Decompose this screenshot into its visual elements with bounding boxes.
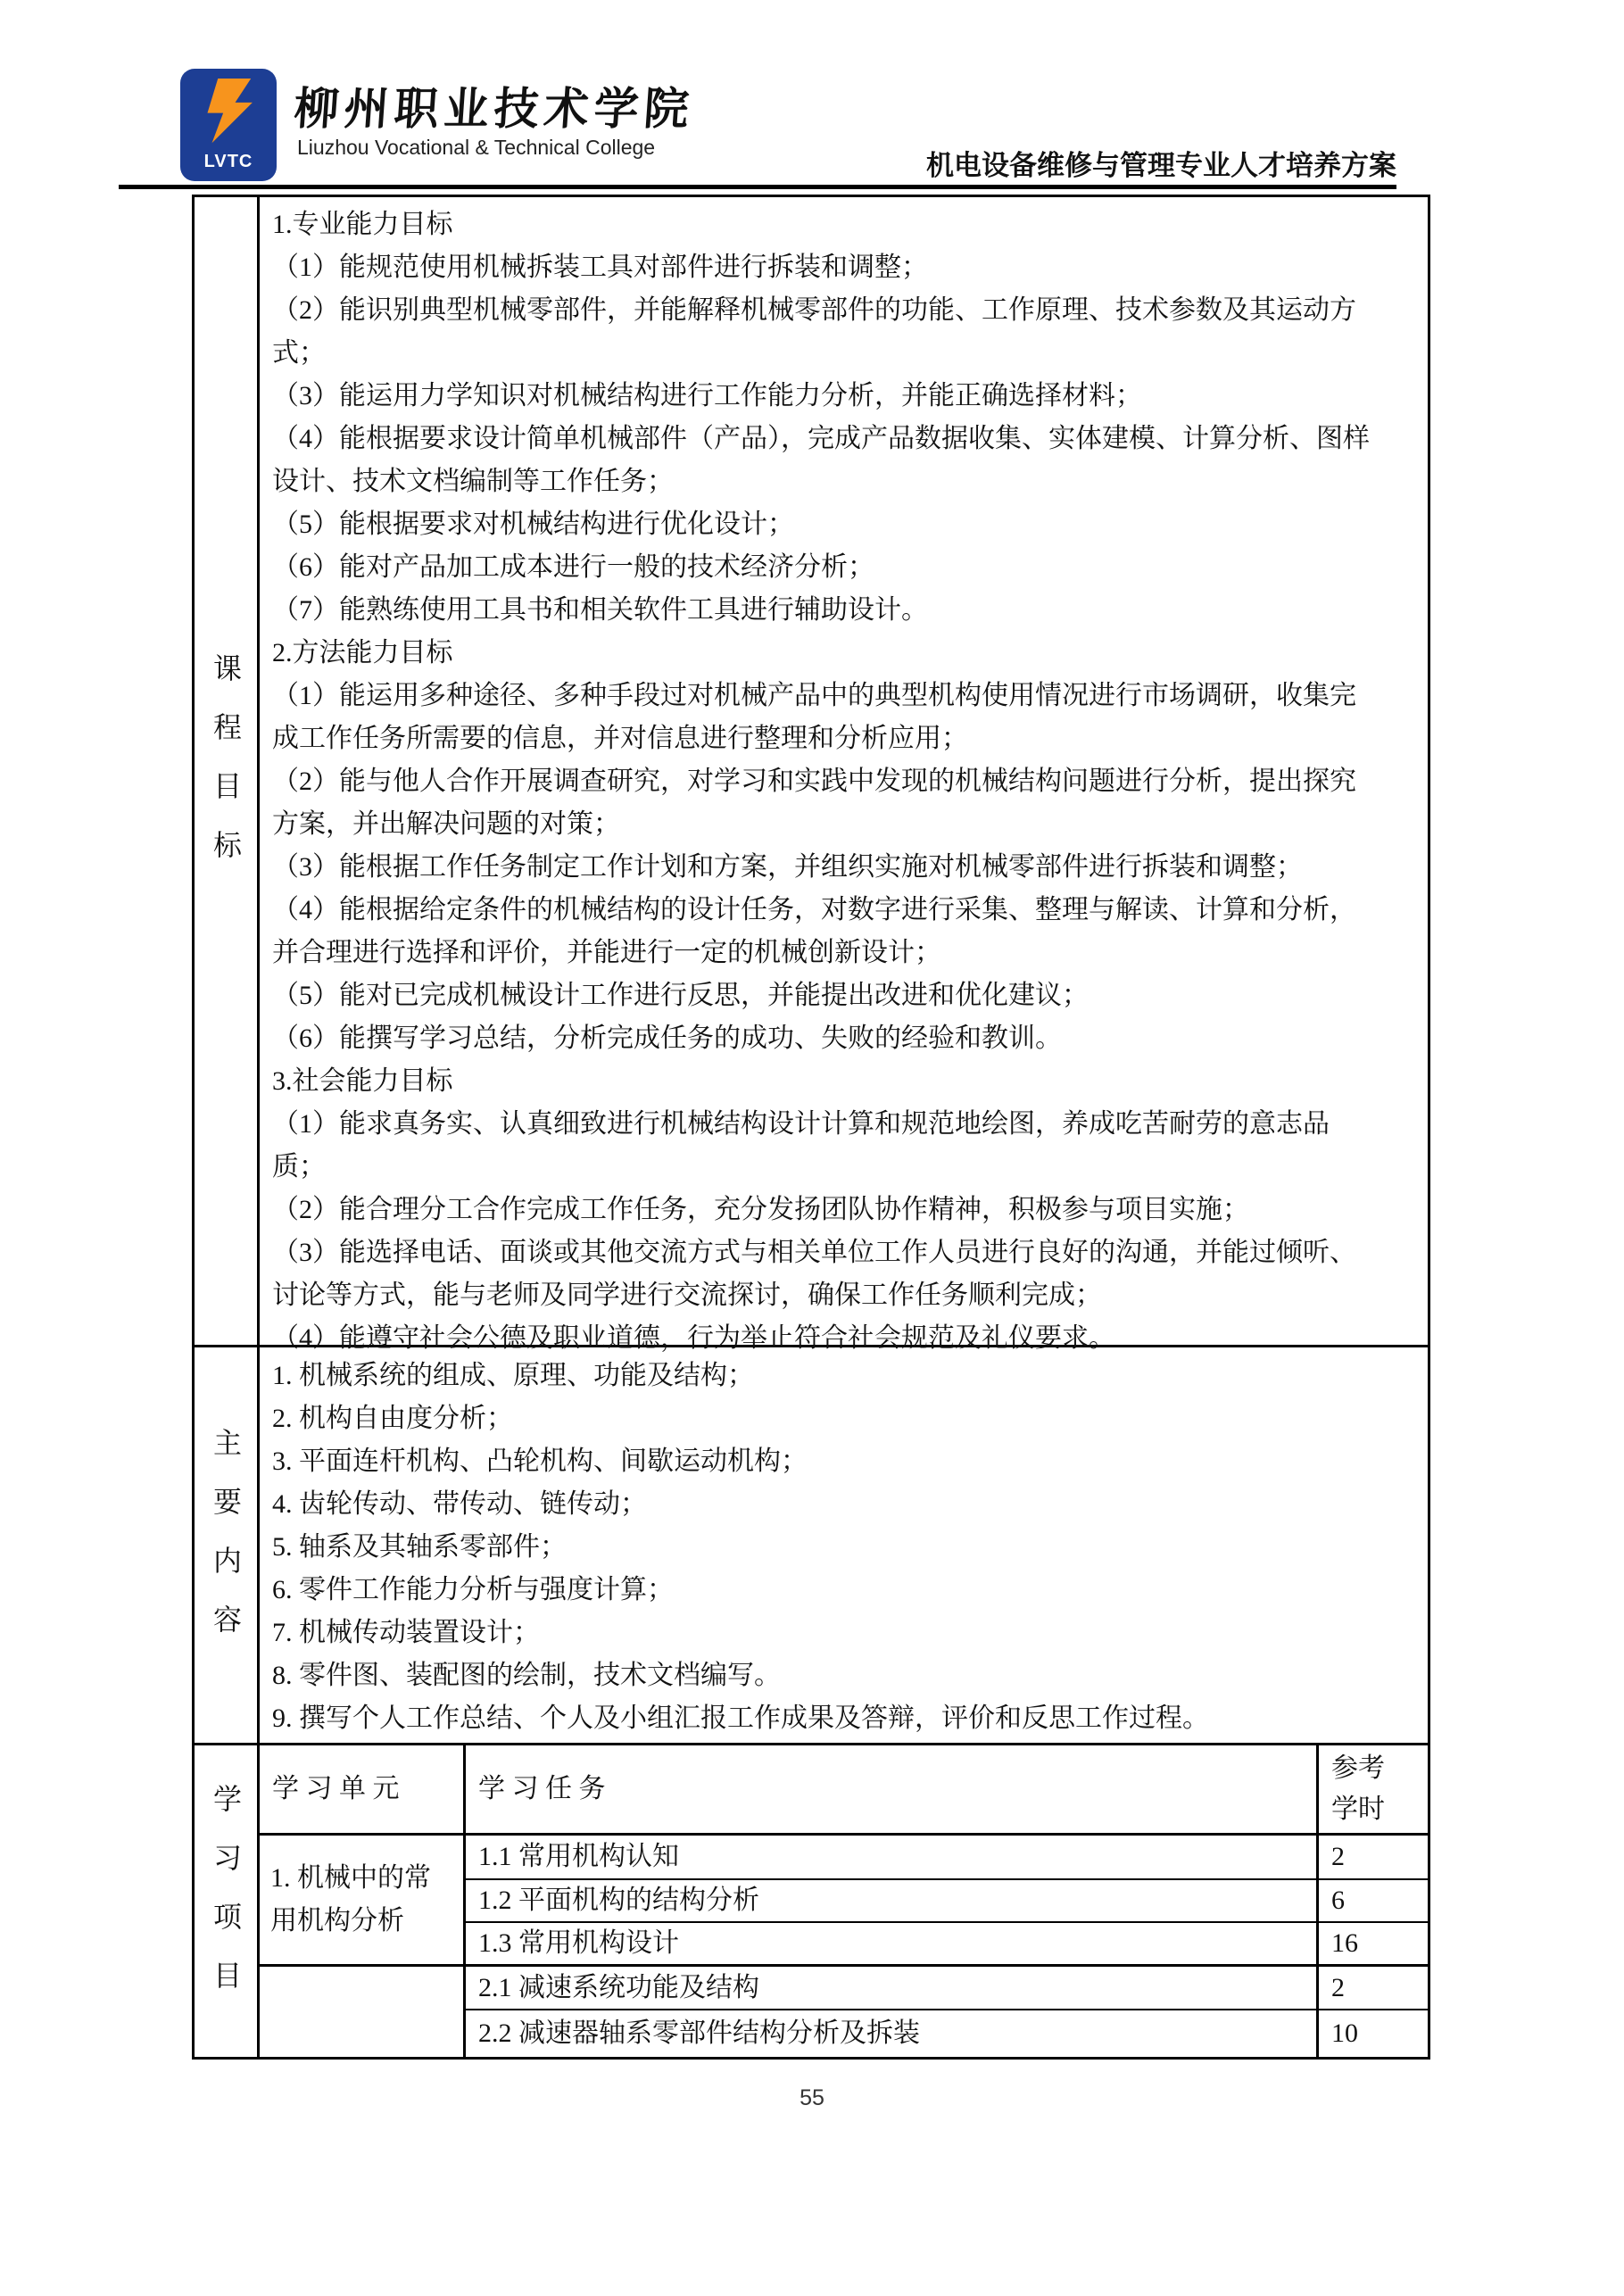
hours-cell: 2 — [1319, 1967, 1428, 2010]
row-label-cell — [195, 1347, 260, 1743]
objective-paragraph: 1.专业能力目标 — [272, 210, 453, 239]
objective-paragraph: （6）能对产品加工成本进行一般的技术经济分析； — [272, 552, 874, 582]
content-item: 2. 机构自由度分析； — [272, 1404, 513, 1433]
objective-paragraph: （3）能选择电话、面谈或其他交流方式与相关单位工作人员进行良好的沟通，并能过倾听、讨论等方式，能与老师及同学进行交流探讨，确保工作任务顺利完成； — [272, 1238, 1356, 1310]
objective-paragraph: （3）能根据工作任务制定工作计划和方案，并组织实施对机械零部件进行拆装和调整； — [272, 852, 1303, 882]
logo-abbr-text: LVTC — [203, 152, 253, 171]
objective-paragraph: （1）能运用多种途径、多种手段过对机械产品中的典型机构使用情况进行市场调研，收集完成工作任务所需要的信息，并对信息进行整理和分析应用； — [272, 681, 1356, 753]
objective-paragraph: （4）能根据给定条件的机械结构的设计任务，对数字进行采集、整理与解读、计算和分析，并合理进行选择和评价，并能进行一定的机械创新设计； — [272, 895, 1356, 967]
page-number: 55 — [800, 2085, 824, 2110]
school-name-english: Liuzhou Vocational & Technical College — [297, 136, 656, 159]
hours-cell: 2 — [1319, 1836, 1428, 1880]
column-header-task: 学 习 任 务 — [466, 1745, 1319, 1836]
task-cell: 1.2 平面机构的结构分析 — [466, 1880, 1319, 1923]
school-name-chinese: 柳州职业技术学院 — [292, 84, 696, 134]
objective-paragraph: （5）能根据要求对机械结构进行优化设计； — [272, 510, 794, 539]
row-label-learning-projects: 学习项目 — [210, 1783, 242, 2019]
unit-cell: 1. 机械中的常用机构分析 — [260, 1836, 466, 1967]
document-title: 机电设备维修与管理专业人才培养方案 — [926, 150, 1396, 181]
row-main-content — [195, 1347, 1428, 1745]
task-cell: 1.3 常用机构设计 — [466, 1923, 1319, 1967]
task-cell: 2.1 减速系统功能及结构 — [466, 1967, 1319, 2010]
column-header-unit: 学 习 单 元 — [260, 1745, 466, 1836]
content-item: 8. 零件图、装配图的绘制，技术文档编写。 — [272, 1661, 781, 1690]
objective-paragraph: 3.社会能力目标 — [272, 1066, 453, 1096]
content-item: 5. 轴系及其轴系零部件； — [272, 1532, 567, 1562]
column-header-hours: 参考学时 — [1319, 1745, 1428, 1836]
objective-paragraph: （5）能对已完成机械设计工作进行反思，并能提出改进和优化建议； — [272, 981, 1089, 1010]
row-learning-projects — [195, 1745, 1428, 2057]
main-content-list — [260, 1347, 1428, 1743]
objective-paragraph: （3）能运用力学知识对机械结构进行工作能力分析，并能正确选择材料； — [272, 381, 1142, 410]
row-label-cell — [195, 197, 260, 1345]
objective-paragraph: （2）能与他人合作开展调查研究，对学习和实践中发现的机械结构问题进行分析，提出探究方案，并出解决问题的对策； — [272, 767, 1356, 839]
objective-paragraph: （1）能规范使用机械拆装工具对部件进行拆装和调整； — [272, 253, 928, 282]
curriculum-table — [192, 195, 1430, 2060]
task-cell: 2.2 减速器轴系零部件结构分析及拆装 — [466, 2010, 1319, 2057]
college-logo — [180, 69, 277, 181]
objective-paragraph: （2）能识别典型机械零部件，并能解释机械零部件的功能、工作原理、技术参数及其运动方式； — [272, 295, 1356, 368]
row-label-main-content: 主要内容 — [210, 1427, 242, 1663]
row-course-objectives — [195, 197, 1428, 1353]
lightning-bolt-icon — [191, 74, 266, 149]
row-label-course-objectives: 课程目标 — [210, 653, 242, 889]
objective-paragraph: （4）能遵守社会公德及职业道德，行为举止符合社会规范及礼仪要求。 — [272, 1323, 1115, 1353]
content-item: 4. 齿轮传动、带传动、链传动； — [272, 1489, 647, 1519]
task-cell: 1.1 常用机构认知 — [466, 1836, 1319, 1880]
course-objectives-text — [260, 197, 1428, 1353]
hours-cell: 16 — [1319, 1923, 1428, 1967]
objective-paragraph: （6）能撰写学习总结，分析完成任务的成功、失败的经验和教训。 — [272, 1024, 1062, 1053]
content-item: 1. 机械系统的组成、原理、功能及结构； — [272, 1361, 754, 1390]
objective-paragraph: 2.方法能力目标 — [272, 638, 453, 667]
objective-paragraph: （1）能求真务实、认真细致进行机械结构设计计算和规范地绘图，养成吃苦耐劳的意志品质； — [272, 1109, 1330, 1181]
hours-cell: 10 — [1331, 2018, 1358, 2048]
content-item: 7. 机械传动装置设计； — [272, 1618, 540, 1647]
hours-cell: 6 — [1319, 1880, 1428, 1923]
learning-projects-table — [260, 1745, 1428, 2057]
objective-paragraph: （4）能根据要求设计简单机械部件（产品），完成产品数据收集、实体建模、计算分析、图样设计、技术文档编制等工作任务； — [272, 424, 1370, 496]
content-item: 6. 零件工作能力分析与强度计算； — [272, 1575, 674, 1604]
content-item: 3. 平面连杆机构、凸轮机构、间歇运动机构； — [272, 1446, 808, 1476]
content-item: 9. 撰写个人工作总结、个人及小组汇报工作成果及答辩，评价和反思工作过程。 — [272, 1703, 1209, 1733]
row-label-cell — [195, 1745, 260, 2057]
unit-cell-empty — [260, 1967, 466, 2057]
objective-paragraph: （7）能熟练使用工具书和相关软件工具进行辅助设计。 — [272, 595, 928, 625]
header-divider-line — [119, 185, 1396, 189]
objective-paragraph: （2）能合理分工合作完成工作任务，充分发扬团队协作精神，积极参与项目实施； — [272, 1195, 1249, 1224]
